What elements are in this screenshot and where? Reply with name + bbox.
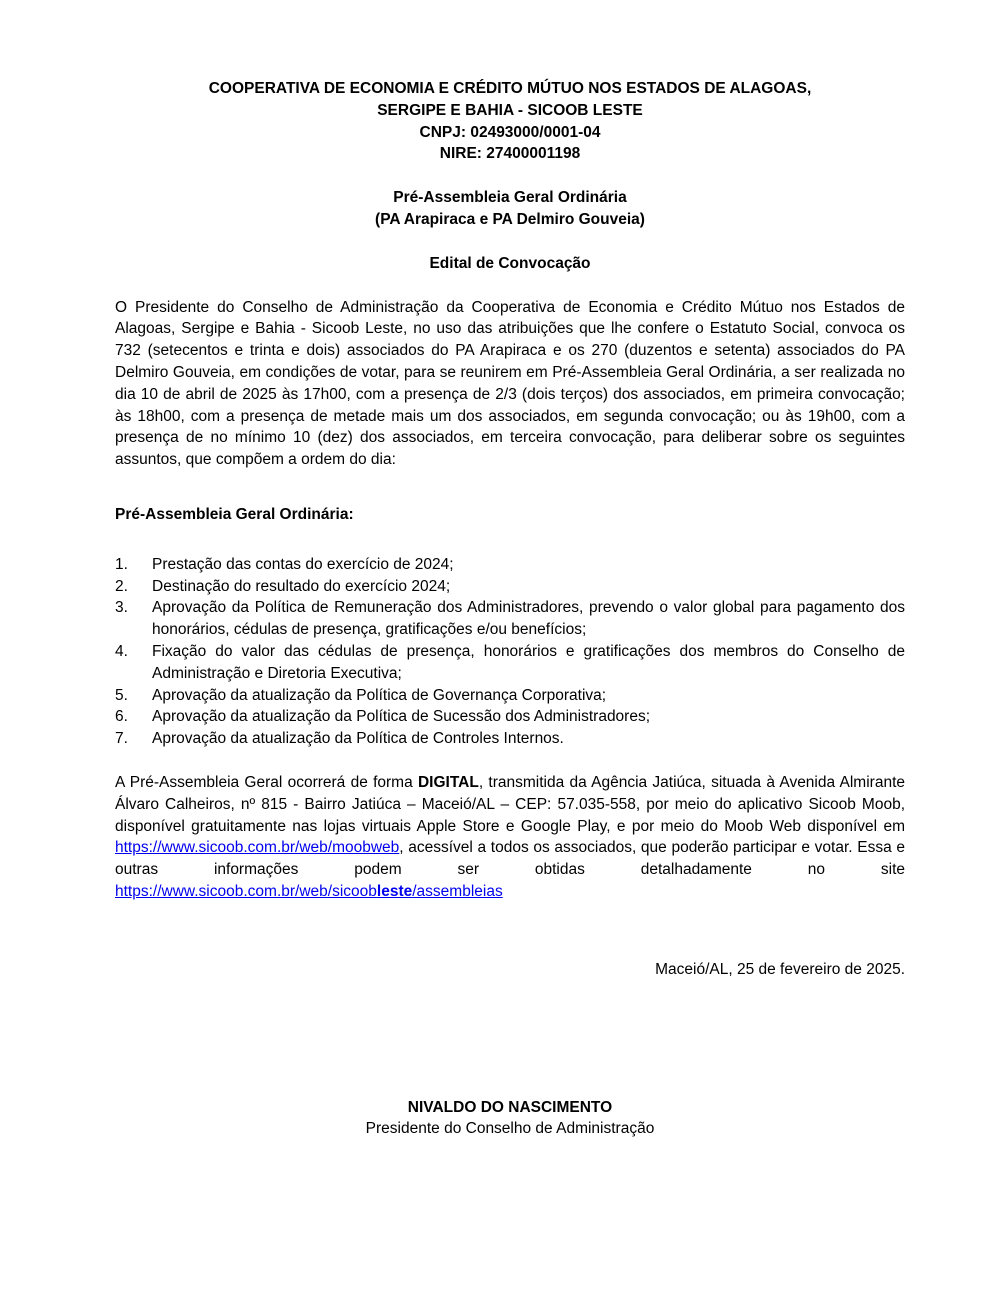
agenda-item-4: Fixação do valor das cédulas de presença, honorários e gratificações dos membros do Conselho de Administração e Diretoria Executiva; [152, 642, 905, 682]
assembly-branches-line: (PA Arapiraca e PA Delmiro Gouveia) [375, 210, 645, 228]
text-segment: , acessível a todos os associados, que poderão participar e votar. Essa e outras informações podem ser obtidas detalhadamente no site [115, 839, 905, 879]
org-name-line-2: SERGIPE E BAHIA - SICOOB LESTE [377, 101, 643, 119]
date-line: Maceió/AL, 25 de fevereiro de 2025. [655, 960, 905, 978]
text-segment: , transmitida da Agência Jatiúca, situada à Avenida Almirante Álvaro Calheiros, nº 815 - Bairro Jatiúca – Maceió/AL – CEP: 57.035-558, por meio do aplicativo Sicoob Moob, disponível gratuitamente nas lojas virtuais Apple Store e Google Play, e por meio do Moob Web disponível em [115, 773, 905, 835]
hyperlink[interactable]: https://www.sicoob.com.br/web/sicoob [115, 882, 377, 900]
agenda-item-3: Aprovação da Política de Remuneração dos Administradores, prevendo o valor global para pagamento dos honorários, cédulas de presença, gratificações e/ou benefícios; [152, 599, 905, 639]
text-segment: DIGITAL [417, 773, 479, 791]
digital-info-paragraph [115, 772, 905, 903]
document-title: Edital de Convocação [429, 254, 591, 272]
agenda-item-7: Aprovação da atualização da Política de Controles Internos. [152, 730, 564, 748]
agenda-item-5: Aprovação da atualização da Política de Governança Corporativa; [152, 686, 607, 704]
signer-role: Presidente do Conselho de Administração [365, 1120, 655, 1138]
agenda-heading: Pré-Assembleia Geral Ordinária: [115, 505, 354, 523]
agenda-item-6: Aprovação da atualização da Política de Sucessão dos Administradores; [152, 708, 651, 726]
org-cnpj: CNPJ: 02493000/0001-04 [419, 123, 601, 141]
org-nire: NIRE: 27400001198 [439, 145, 581, 163]
text-segment: A Pré-Assembleia Geral ocorrerá de forma [115, 773, 418, 791]
hyperlink[interactable]: /assembleias [412, 882, 503, 900]
hyperlink[interactable]: leste [376, 882, 413, 900]
agenda-item-2: Destinação do resultado do exercício 2024; [152, 577, 451, 595]
convocation-paragraph: O Presidente do Conselho de Administração da Cooperativa de Economia e Crédito Mútuo nos Estados de Alagoas, Sergipe e Bahia - Sicoob Leste, no uso das atribuições que lhe confere o Estatuto Social, convoca os 732 (setecentos e trinta e dois) associados do PA Arapiraca e os 270 (duzentos e setenta) associados do PA Delmiro Gouveia, em condições de votar, para se reunirem em Pré-Assembleia Geral Ordinária, a ser realizada no dia 10 de abril de 2025 às 17h00, com a presença de 2/3 (dois terços) dos associados, em primeira convocação; às 18h00, com a presença de metade mais um dos associados, em segunda convocação; ou às 19h00, com a presença de no mínimo 10 (dez) dos associados, em terceira convocação, para deliberar sobre os seguintes assuntos, que compõem a ordem do dia: [115, 298, 905, 469]
hyperlink[interactable]: https://www.sicoob.com.br/web/moobweb [115, 839, 400, 857]
assembly-subtitle [115, 187, 905, 231]
signer-name: NIVALDO DO NASCIMENTO [407, 1098, 613, 1116]
org-name-line-1: COOPERATIVA DE ECONOMIA E CRÉDITO MÚTUO NOS ESTADOS DE ALAGOAS, [208, 80, 812, 97]
document-header [115, 78, 905, 165]
assembly-type-line: Pré-Assembleia Geral Ordinária [393, 189, 627, 207]
agenda-item-1: Prestação das contas do exercício de 2024; [152, 555, 454, 573]
agenda-list [115, 554, 905, 750]
signature-block [115, 1097, 905, 1141]
